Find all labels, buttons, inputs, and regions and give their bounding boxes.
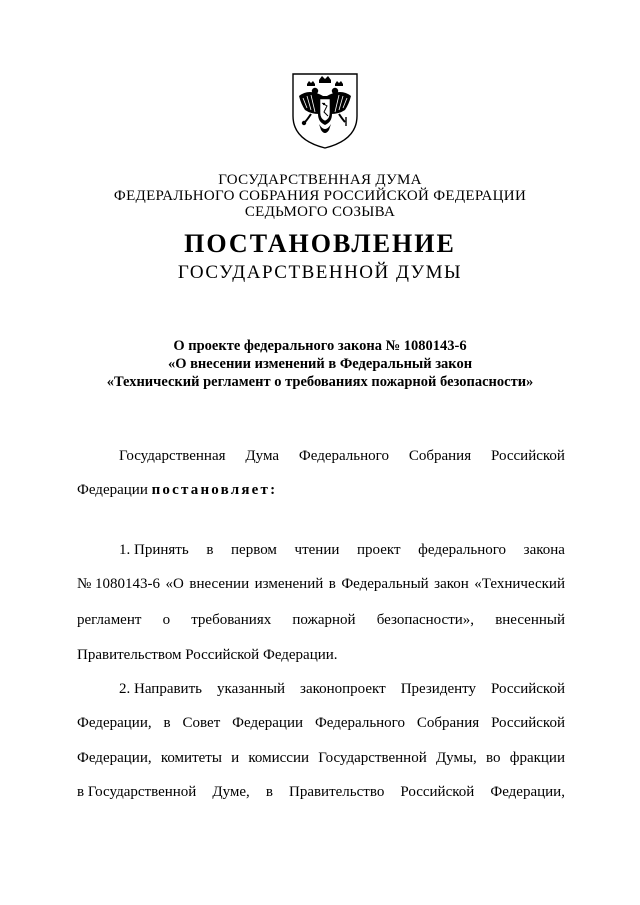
word: безопасности», bbox=[376, 612, 475, 628]
word: первом bbox=[231, 542, 277, 558]
subject-line-3: «Технический регламент о требованиях пожарной безопасности» bbox=[106, 374, 534, 390]
word: комитеты bbox=[160, 750, 222, 766]
word: 1. Принять bbox=[119, 542, 189, 558]
word: изменений bbox=[254, 576, 324, 592]
word: в bbox=[163, 715, 171, 731]
subject-line-1: О проекте федерального закона № 1080143-6 bbox=[173, 338, 467, 354]
word: регламент bbox=[77, 612, 142, 628]
word: фракции bbox=[509, 750, 565, 766]
issuer-line-3: СЕДЬМОГО СОЗЫВА bbox=[244, 204, 396, 220]
preamble-line-1 bbox=[119, 448, 565, 465]
document-type-title: ПОСТАНОВЛЕНИЕ bbox=[184, 229, 456, 258]
word: Федерации, bbox=[77, 750, 152, 766]
item-2-line-1 bbox=[119, 681, 565, 698]
preamble-word: Российской bbox=[491, 448, 565, 464]
word: закон bbox=[434, 576, 469, 592]
document-issuer-title: ГОСУДАРСТВЕННОЙ ДУМЫ bbox=[177, 262, 463, 283]
word: в bbox=[206, 542, 214, 558]
word: в bbox=[328, 576, 336, 592]
word: Федерации, bbox=[77, 715, 152, 731]
word: Думы, bbox=[435, 750, 477, 766]
preamble-text: Федерации bbox=[77, 482, 152, 498]
item-2-line-4 bbox=[77, 784, 565, 801]
word: закона bbox=[523, 542, 565, 558]
word: внесении bbox=[189, 576, 250, 592]
word: «О bbox=[165, 576, 184, 592]
word: № 1080143-6 bbox=[77, 576, 161, 592]
resolves-keyword: постановляет: bbox=[151, 482, 278, 498]
word: проект bbox=[357, 542, 401, 558]
word: 2. Направить bbox=[119, 681, 202, 697]
item-1-line-4: Правительством Российской Федерации. bbox=[77, 647, 338, 663]
preamble-word: Дума bbox=[245, 448, 280, 464]
word: Российской bbox=[491, 681, 565, 697]
word: Думе, bbox=[212, 784, 250, 800]
word: в bbox=[265, 784, 273, 800]
word: Президенту bbox=[400, 681, 477, 697]
word: законопроект bbox=[300, 681, 386, 697]
item-1-line-2 bbox=[77, 576, 565, 593]
preamble-line-2 bbox=[77, 482, 277, 499]
item-1-line-1 bbox=[119, 542, 565, 559]
preamble-word: Собрания bbox=[408, 448, 472, 464]
word: внесенный bbox=[495, 612, 565, 628]
word: Федерации, bbox=[490, 784, 565, 800]
word: Государственной bbox=[318, 750, 427, 766]
word: в Государственной bbox=[77, 784, 197, 800]
word: Российской bbox=[491, 715, 565, 731]
item-1-line-3 bbox=[77, 612, 565, 629]
word: требованиях bbox=[191, 612, 272, 628]
word: федерального bbox=[418, 542, 507, 558]
subject-line-2: «О внесении изменений в Федеральный закон bbox=[167, 356, 473, 372]
preamble-word: Государственная bbox=[119, 448, 226, 464]
word: «Технический bbox=[474, 576, 565, 592]
word: Федерации bbox=[232, 715, 304, 731]
word: Собрания bbox=[416, 715, 480, 731]
word: о bbox=[162, 612, 171, 628]
word: во bbox=[486, 750, 501, 766]
word: пожарной bbox=[292, 612, 356, 628]
word: указанный bbox=[217, 681, 285, 697]
word: Федеральный bbox=[341, 576, 429, 592]
preamble-word: Федерального bbox=[298, 448, 389, 464]
item-2-line-3 bbox=[77, 750, 565, 767]
word: Совет bbox=[182, 715, 221, 731]
word: Российской bbox=[400, 784, 475, 800]
word: и bbox=[231, 750, 240, 766]
coat-of-arms-emblem bbox=[289, 70, 361, 150]
item-2-line-2 bbox=[77, 715, 565, 732]
word: Федерального bbox=[314, 715, 405, 731]
word: Правительство bbox=[288, 784, 385, 800]
issuer-line-1: ГОСУДАРСТВЕННАЯ ДУМА bbox=[218, 172, 422, 188]
word: чтении bbox=[294, 542, 340, 558]
word: комиссии bbox=[248, 750, 310, 766]
issuer-line-2: ФЕДЕРАЛЬНОГО СОБРАНИЯ РОССИЙСКОЙ ФЕДЕРАЦИИ bbox=[113, 188, 527, 204]
